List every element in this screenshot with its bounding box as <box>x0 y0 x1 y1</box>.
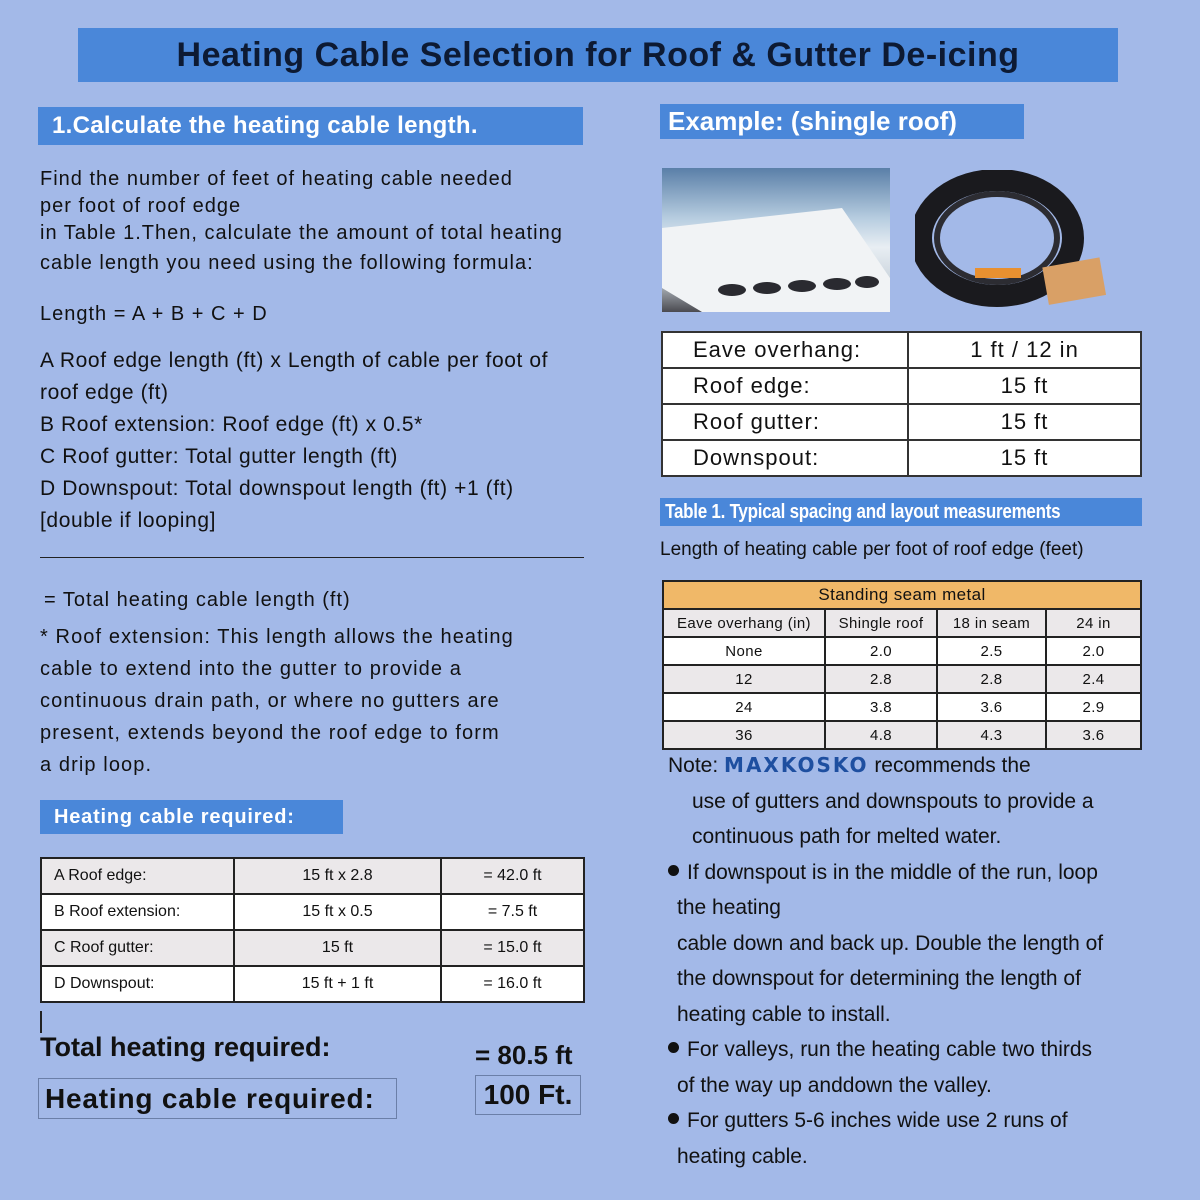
table-row <box>663 637 1141 665</box>
bullet-text: the heating <box>677 896 781 919</box>
bullet-text: heating cable to install. <box>677 1002 891 1026</box>
cell: Eave overhang: <box>662 332 908 368</box>
divider <box>40 557 584 558</box>
section-heading-calculate: 1.Calculate the heating cable length. <box>38 107 583 145</box>
footnote-line: cable to extend into the gutter to provide a <box>40 658 462 680</box>
cell: A Roof edge: <box>41 858 234 894</box>
bullet-text: For gutters 5-6 inches wide use 2 runs of <box>687 1109 1068 1132</box>
spacing-table <box>662 580 1142 750</box>
note-prefix: Note: <box>668 754 719 777</box>
footnote-line: present, extends beyond the roof edge to form <box>40 722 500 744</box>
cell: 2.0 <box>1046 637 1141 665</box>
cell: 3.8 <box>825 693 937 721</box>
column-header: 24 in <box>1046 609 1141 637</box>
term-a-cont: roof edge (ft) <box>40 381 169 404</box>
table-row <box>662 440 1141 476</box>
table-row <box>663 721 1141 749</box>
cell: 24 <box>663 693 825 721</box>
bullet-icon <box>668 1042 679 1053</box>
intro-line: in Table 1.Then, calculate the amount of total heating <box>40 222 563 244</box>
footnote <box>40 621 514 781</box>
cell: 3.6 <box>1046 721 1141 749</box>
cell: 2.5 <box>937 637 1046 665</box>
bullet-item <box>668 855 1103 1033</box>
table-row <box>662 404 1141 440</box>
cell: 1 ft / 12 in <box>908 332 1141 368</box>
example-table <box>661 331 1142 477</box>
cell: Roof edge: <box>662 368 908 404</box>
footnote-line: * Roof extension: This length allows the heating <box>40 626 514 648</box>
bullet-text: If downspout is in the middle of the run, loop <box>687 860 1098 884</box>
column-header: Eave overhang (in) <box>663 609 825 637</box>
bullet-text: the downspout for determining the length of <box>677 967 1081 990</box>
column-header: 18 in seam <box>937 609 1046 637</box>
term-b: B Roof extension: Roof edge (ft) x 0.5* <box>40 413 423 436</box>
footnote-line: continuous drain path, or where no gutters are <box>40 690 500 712</box>
term-d-cont: [double if looping] <box>40 509 217 532</box>
cell: = 42.0 ft <box>441 858 584 894</box>
note-line: continuous path for melted water. <box>692 825 1002 848</box>
table-row <box>41 894 584 930</box>
cell: 15 ft <box>908 368 1141 404</box>
cable-required-value: 100 Ft. <box>475 1075 581 1115</box>
intro-line: Find the number of feet of heating cable needed <box>40 168 513 190</box>
cell: 15 ft x 2.8 <box>234 858 441 894</box>
cell: None <box>663 637 825 665</box>
page-title: Heating Cable Selection for Roof & Gutter De-icing <box>78 28 1118 82</box>
snowy-roof-image <box>662 168 890 312</box>
bullet-item <box>668 1032 1103 1103</box>
table1-subtitle: Length of heating cable per foot of roof edge (feet) <box>660 539 1084 560</box>
cell: 2.4 <box>1046 665 1141 693</box>
note-line <box>668 748 1103 784</box>
term-a: A Roof edge length (ft) x Length of cable per foot of <box>40 349 549 372</box>
table-row <box>662 368 1141 404</box>
cell: D Downspout: <box>41 966 234 1002</box>
note-line: use of gutters and downspouts to provide a <box>692 789 1094 813</box>
cell: 2.0 <box>825 637 937 665</box>
cell: = 7.5 ft <box>441 894 584 930</box>
cell: = 16.0 ft <box>441 966 584 1002</box>
cable-required-label: Heating cable required: <box>38 1078 397 1119</box>
intro-text <box>40 166 563 277</box>
cursor-line <box>40 1011 42 1033</box>
brand-logo: MAXKOSKO <box>724 753 869 777</box>
table-row <box>41 966 584 1002</box>
cell: 2.9 <box>1046 693 1141 721</box>
bullet-text: cable down and back up. Double the length of <box>677 931 1104 955</box>
cell: C Roof gutter: <box>41 930 234 966</box>
bullet-icon <box>668 1113 679 1124</box>
formula: Length = A + B + C + D <box>40 303 268 325</box>
cell: 4.3 <box>937 721 1046 749</box>
term-c: C Roof gutter: Total gutter length (ft) <box>40 445 399 468</box>
cell: 4.8 <box>825 721 937 749</box>
term-d: D Downspout: Total downspout length (ft) +1 (ft) <box>40 477 514 500</box>
cell: B Roof extension: <box>41 894 234 930</box>
bullet-item <box>668 1103 1103 1174</box>
cell: 3.6 <box>937 693 1046 721</box>
required-heading: Heating cable required: <box>40 800 343 834</box>
example-heading: Example: (shingle roof) <box>660 104 1024 139</box>
table1-heading: Table 1. Typical spacing and layout measurements <box>665 501 1061 523</box>
cell: 36 <box>663 721 825 749</box>
table-row <box>663 693 1141 721</box>
table-group-header: Standing seam metal <box>663 581 1141 609</box>
table-row <box>663 665 1141 693</box>
bullet-text: For valleys, run the heating cable two thirds <box>687 1038 1093 1061</box>
cell: 12 <box>663 665 825 693</box>
cell: Roof gutter: <box>662 404 908 440</box>
intro-line: per foot of roof edge <box>40 195 242 217</box>
column-header: Shingle roof <box>825 609 937 637</box>
cell: Downspout: <box>662 440 908 476</box>
table-row <box>41 930 584 966</box>
bullet-text: heating cable. <box>677 1144 808 1168</box>
footnote-line: a drip loop. <box>40 754 153 776</box>
cell: 2.8 <box>937 665 1046 693</box>
note-text: recommends the <box>874 754 1031 777</box>
cell: 15 ft <box>908 404 1141 440</box>
heating-cable-coil-image <box>915 170 1107 310</box>
cell: 2.8 <box>825 665 937 693</box>
calculation-table <box>40 857 585 1003</box>
total-value: = 80.5 ft <box>475 1040 573 1070</box>
cell: 15 ft <box>908 440 1141 476</box>
cell: 15 ft <box>234 930 441 966</box>
notes <box>668 748 1103 1174</box>
bullet-icon <box>668 865 679 876</box>
total-line: = Total heating cable length (ft) <box>44 589 351 611</box>
intro-line: cable length you need using the following formula: <box>40 252 534 274</box>
cell: 15 ft + 1 ft <box>234 966 441 1002</box>
table-row <box>41 858 584 894</box>
table-row <box>662 332 1141 368</box>
formula-terms <box>40 345 548 537</box>
table1-heading-banner <box>660 498 1142 526</box>
cell: 15 ft x 0.5 <box>234 894 441 930</box>
bullet-text: of the way up anddown the valley. <box>677 1073 992 1097</box>
total-label: Total heating required: <box>40 1032 331 1062</box>
cell: = 15.0 ft <box>441 930 584 966</box>
